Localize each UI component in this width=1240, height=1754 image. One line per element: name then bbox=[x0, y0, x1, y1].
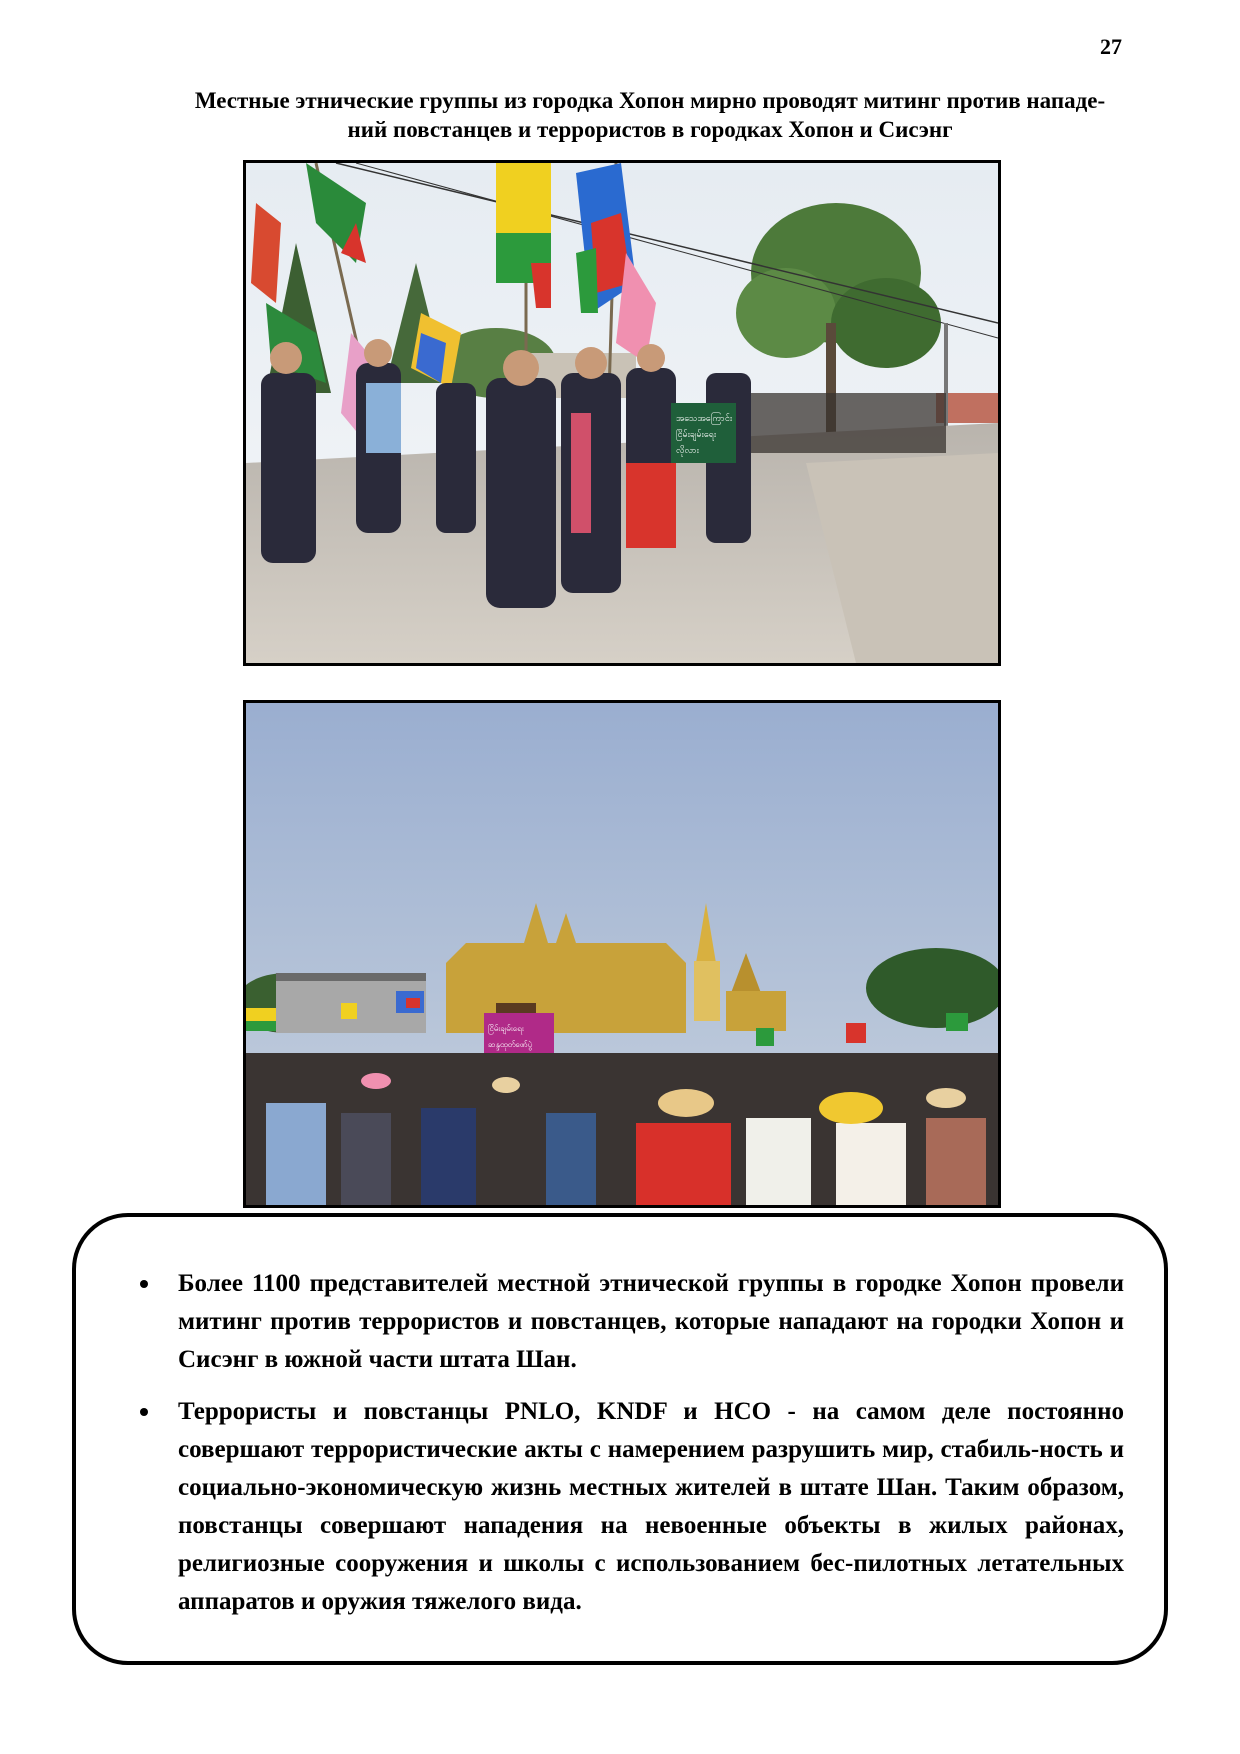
sign-line-2: ငြိမ်းချမ်းရေး bbox=[676, 430, 717, 440]
bullet-icon bbox=[140, 1280, 148, 1288]
summary-list bbox=[140, 1265, 1124, 1635]
summary-item-text: Более 1100 представителей местной этнической группы в городке Хопон провели митинг против террористов и повстанцев, которые нападают на городки Хопон и Сисэнг в южной части штата Шан. bbox=[178, 1270, 1124, 1373]
summary-item bbox=[140, 1393, 1124, 1621]
title-line-2: ний повстанцев и террористов в городках Хопон и Сисэнг bbox=[347, 117, 953, 142]
page-title bbox=[140, 86, 1160, 144]
title-line-1: Местные этнические группы из городка Хопон мирно проводят митинг против нападе- bbox=[194, 88, 1106, 113]
page-number: 27 bbox=[1100, 34, 1122, 59]
sign-line-1: အသေအကြောင်း bbox=[676, 414, 733, 424]
banner-line-1: ငြိမ်းချမ်းရေး bbox=[488, 1024, 524, 1033]
march-photo bbox=[243, 160, 1001, 666]
rally-photo bbox=[243, 700, 1001, 1208]
sign-line-3: လိုလား bbox=[676, 446, 699, 456]
protest-sign bbox=[671, 403, 736, 463]
banner-line-2: ဆန္ဒထုတ်ဖော်ပွဲ bbox=[488, 1040, 533, 1049]
summary-item-text: Террористы и повстанцы PNLO, KNDF и HCO - на самом деле постоянно совершают террористические акты с намерением разрушить мир, стабиль-ность и социально-экономическую жизнь местных жителей в штате Шан. Таким образом, повстанцы совершают нападения на невоенные объекты в жилых районах, религиозные сооружения и школы с использованием бес-пилотных летательных аппаратов и оружия тяжелого вида. bbox=[178, 1398, 1124, 1615]
summary-item bbox=[140, 1265, 1124, 1379]
bullet-icon bbox=[140, 1408, 148, 1416]
summary-box bbox=[72, 1213, 1168, 1665]
